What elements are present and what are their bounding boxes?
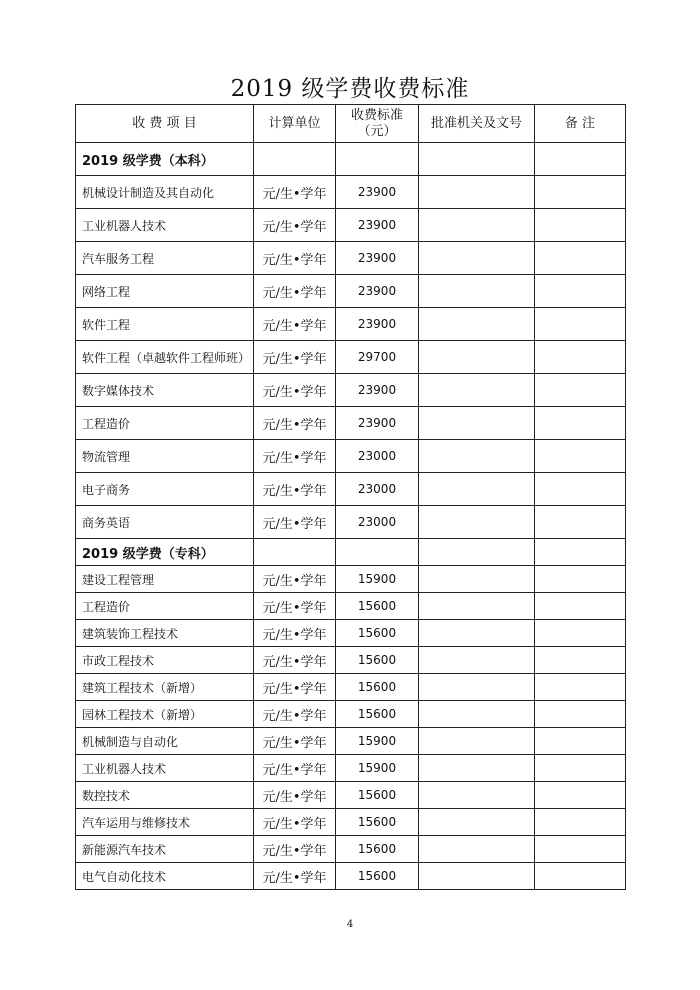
table-row [76,440,626,473]
cell-unit: 元/生•学年 [254,176,336,209]
cell-remark [535,620,626,647]
cell-item: 电子商务 [76,473,254,506]
empty-cell [336,143,419,176]
cell-remark [535,593,626,620]
cell-item: 数控技术 [76,782,254,809]
cell-unit: 元/生•学年 [254,728,336,755]
cell-unit: 元/生•学年 [254,440,336,473]
table-row [76,782,626,809]
cell-approval [419,647,535,674]
empty-cell [535,143,626,176]
cell-approval [419,275,535,308]
cell-approval [419,407,535,440]
table-row [76,374,626,407]
cell-fee: 23900 [336,209,419,242]
cell-item: 软件工程（卓越软件工程师班） [76,341,254,374]
table-row [76,593,626,620]
cell-item: 新能源汽车技术 [76,836,254,863]
cell-unit: 元/生•学年 [254,506,336,539]
cell-fee: 15600 [336,620,419,647]
empty-cell [254,143,336,176]
cell-item: 商务英语 [76,506,254,539]
cell-unit: 元/生•学年 [254,566,336,593]
cell-item: 汽车服务工程 [76,242,254,275]
empty-cell [419,143,535,176]
cell-item: 工程造价 [76,407,254,440]
empty-cell [419,539,535,566]
table-row [76,809,626,836]
header-standard [336,105,419,143]
cell-fee: 23900 [336,407,419,440]
cell-approval [419,809,535,836]
cell-remark [535,308,626,341]
cell-fee: 23900 [336,242,419,275]
empty-cell [535,539,626,566]
cell-remark [535,176,626,209]
cell-unit: 元/生•学年 [254,374,336,407]
cell-item: 软件工程 [76,308,254,341]
cell-fee: 15900 [336,755,419,782]
header-standard-line2: （元） [357,123,397,139]
cell-unit: 元/生•学年 [254,620,336,647]
cell-fee: 15900 [336,566,419,593]
cell-unit: 元/生•学年 [254,647,336,674]
cell-fee: 29700 [336,341,419,374]
table-row [76,728,626,755]
cell-item: 建设工程管理 [76,566,254,593]
cell-remark [535,506,626,539]
cell-item: 机械设计制造及其自动化 [76,176,254,209]
cell-unit: 元/生•学年 [254,209,336,242]
section-title: 2019 级学费（本科） [76,143,254,176]
cell-approval [419,782,535,809]
cell-remark [535,647,626,674]
cell-remark [535,863,626,890]
cell-remark [535,701,626,728]
cell-fee: 15900 [336,728,419,755]
cell-remark [535,374,626,407]
cell-approval [419,506,535,539]
table-row [76,407,626,440]
cell-unit: 元/生•学年 [254,473,336,506]
header-approval: 批准机关及文号 [419,105,535,143]
cell-unit: 元/生•学年 [254,755,336,782]
cell-fee: 23900 [336,275,419,308]
cell-fee: 15600 [336,863,419,890]
table-row [76,863,626,890]
cell-fee: 15600 [336,809,419,836]
cell-remark [535,809,626,836]
cell-item: 数字媒体技术 [76,374,254,407]
cell-item: 工程造价 [76,593,254,620]
table-row [76,242,626,275]
header-item: 收 费 项 目 [76,105,254,143]
page-number: 4 [346,919,354,930]
cell-unit: 元/生•学年 [254,674,336,701]
cell-unit: 元/生•学年 [254,341,336,374]
fee-table [75,104,626,890]
cell-remark [535,242,626,275]
section-title: 2019 级学费（专科） [76,539,254,566]
cell-remark [535,755,626,782]
cell-approval [419,473,535,506]
cell-approval [419,176,535,209]
cell-unit: 元/生•学年 [254,275,336,308]
table-row [76,755,626,782]
table-row [76,701,626,728]
cell-remark [535,473,626,506]
cell-unit: 元/生•学年 [254,863,336,890]
cell-item: 市政工程技术 [76,647,254,674]
cell-fee: 15600 [336,701,419,728]
cell-approval [419,341,535,374]
cell-approval [419,620,535,647]
table-row [76,275,626,308]
cell-remark [535,782,626,809]
cell-remark [535,209,626,242]
cell-approval [419,836,535,863]
cell-approval [419,308,535,341]
header-row [76,105,626,143]
cell-unit: 元/生•学年 [254,407,336,440]
table-row [76,308,626,341]
cell-item: 机械制造与自动化 [76,728,254,755]
cell-fee: 15600 [336,674,419,701]
table-row [76,674,626,701]
cell-unit: 元/生•学年 [254,308,336,341]
cell-unit: 元/生•学年 [254,701,336,728]
header-unit: 计算单位 [254,105,336,143]
cell-approval [419,242,535,275]
fee-table-body [76,143,626,890]
cell-item: 建筑装饰工程技术 [76,620,254,647]
cell-item: 建筑工程技术（新增） [76,674,254,701]
table-row [76,506,626,539]
cell-fee: 15600 [336,836,419,863]
table-row [76,176,626,209]
cell-fee: 23000 [336,473,419,506]
cell-approval [419,863,535,890]
cell-item: 物流管理 [76,440,254,473]
cell-fee: 15600 [336,782,419,809]
cell-item: 工业机器人技术 [76,755,254,782]
cell-approval [419,701,535,728]
header-standard-line1: 收费标准 [350,107,403,123]
table-row [76,647,626,674]
cell-approval [419,593,535,620]
cell-fee: 15600 [336,593,419,620]
table-row [76,620,626,647]
table-row [76,836,626,863]
table-row [76,473,626,506]
table-row [76,209,626,242]
cell-remark [535,674,626,701]
cell-unit: 元/生•学年 [254,782,336,809]
empty-cell [336,539,419,566]
cell-approval [419,374,535,407]
document-title: 2019 级学费收费标准 [230,76,470,102]
table-row [76,341,626,374]
cell-approval [419,209,535,242]
section-header-row [76,539,626,566]
cell-item: 汽车运用与维修技术 [76,809,254,836]
table-row [76,566,626,593]
cell-remark [535,407,626,440]
cell-unit: 元/生•学年 [254,593,336,620]
cell-approval [419,728,535,755]
cell-fee: 23000 [336,440,419,473]
cell-remark [535,341,626,374]
cell-item: 电气自动化技术 [76,863,254,890]
cell-fee: 23900 [336,308,419,341]
cell-fee: 23900 [336,374,419,407]
cell-approval [419,566,535,593]
empty-cell [254,539,336,566]
cell-item: 工业机器人技术 [76,209,254,242]
header-remark: 备 注 [535,105,626,143]
cell-approval [419,440,535,473]
cell-approval [419,755,535,782]
cell-remark [535,566,626,593]
cell-item: 网络工程 [76,275,254,308]
cell-unit: 元/生•学年 [254,242,336,275]
cell-remark [535,275,626,308]
section-header-row [76,143,626,176]
cell-fee: 23000 [336,506,419,539]
cell-remark [535,440,626,473]
cell-unit: 元/生•学年 [254,809,336,836]
cell-unit: 元/生•学年 [254,836,336,863]
cell-remark [535,836,626,863]
cell-fee: 23900 [336,176,419,209]
cell-fee: 15600 [336,647,419,674]
cell-remark [535,728,626,755]
cell-item: 园林工程技术（新增） [76,701,254,728]
cell-approval [419,674,535,701]
